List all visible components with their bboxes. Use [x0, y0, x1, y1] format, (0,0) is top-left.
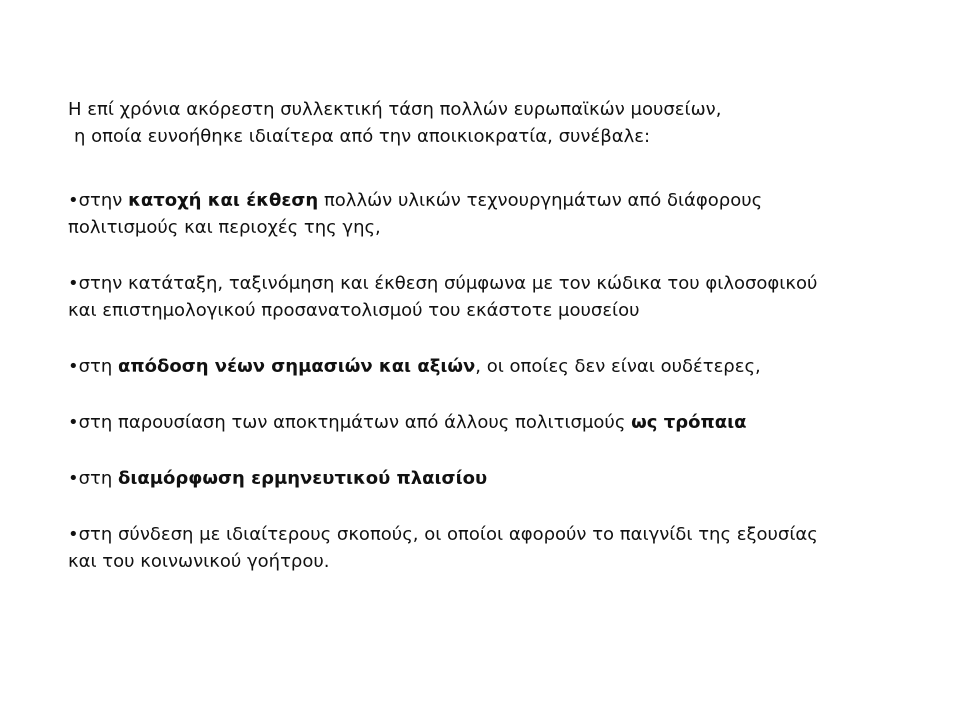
bullet-line [68, 521, 928, 548]
intro-line-1: Η επί χρόνια ακόρεστη συλλεκτική τάση πολλών ευρωπαϊκών μουσείων, [68, 99, 722, 120]
bullet-text: στη [78, 356, 118, 377]
bullet-item [68, 521, 928, 575]
intro-paragraph [68, 96, 928, 150]
bullet-text: στη σύνδεση με ιδιαίτερους σκοπούς, οι οποίοι αφορούν το παιγνίδι της εξουσίας [78, 524, 818, 545]
bullet-line [68, 409, 928, 436]
bullet-text: στη παρουσίαση των αποκτημάτων από άλλους πολιτισμούς [78, 412, 632, 433]
bullet-item [68, 409, 928, 436]
bullet-emphasis: διαμόρφωση ερμηνευτικού πλαισίου [118, 468, 488, 489]
bullet-marker: • [68, 524, 79, 545]
bullet-text: στην [78, 190, 129, 211]
bullet-list [68, 187, 928, 575]
bullet-emphasis: κατοχή και έκθεση [128, 190, 319, 211]
bullet-item [68, 465, 928, 492]
bullet-item [68, 270, 928, 324]
bullet-emphasis: ως τρόπαια [631, 412, 747, 433]
bullet-line [68, 353, 928, 380]
bullet-text: στη [78, 468, 118, 489]
bullet-text: στην κατάταξη, ταξινόμηση και έκθεση σύμφωνα με τον κώδικα του φιλοσοφικού [78, 273, 818, 294]
bullet-line-continuation: και του κοινωνικού γοήτρου. [68, 551, 330, 572]
bullet-line-continuation: και επιστημολογικού προσανατολισμού του εκάστοτε μουσείου [68, 300, 640, 321]
bullet-emphasis: απόδοση νέων σημασιών και αξιών [118, 356, 476, 377]
bullet-text: , οι οποίες δεν είναι ουδέτερες, [475, 356, 761, 377]
bullet-item [68, 353, 928, 380]
bullet-marker: • [68, 190, 79, 211]
bullet-line [68, 270, 928, 297]
bullet-text: πολλών υλικών τεχνουργημάτων από διάφορους [318, 190, 763, 211]
bullet-marker: • [68, 273, 79, 294]
bullet-marker: • [68, 356, 79, 377]
bullet-marker: • [68, 412, 79, 433]
bullet-line [68, 187, 928, 214]
slide-content [68, 96, 928, 604]
bullet-item [68, 187, 928, 241]
bullet-line-continuation: πολιτισμούς και περιοχές της γης, [68, 217, 381, 238]
intro-line-2: η οποία ευνοήθηκε ιδιαίτερα από την αποικιοκρατία, συνέβαλε: [74, 126, 651, 147]
bullet-line [68, 465, 928, 492]
bullet-marker: • [68, 468, 79, 489]
